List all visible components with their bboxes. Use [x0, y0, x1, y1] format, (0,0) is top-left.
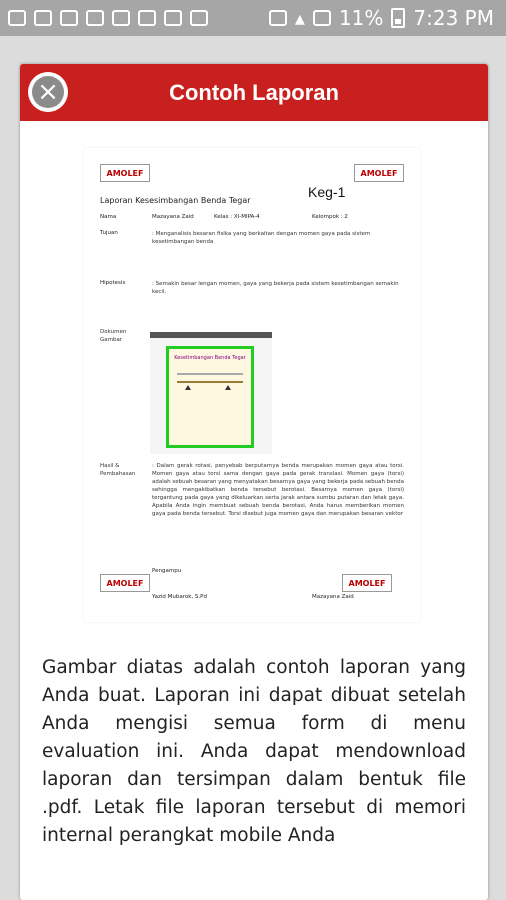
youtube-icon	[86, 10, 104, 26]
report-name-label: Nama	[100, 214, 117, 220]
report-kelompok: Kelompok : 2	[312, 214, 348, 220]
report-tujuan-label: Tujuan	[100, 230, 118, 236]
report-dokumen-label: Dokumen Gambar	[100, 329, 127, 343]
report-hipotesis-label: Hipotesis	[100, 280, 126, 286]
network-icon	[313, 10, 331, 26]
simulation-screenshot	[166, 346, 254, 448]
report-tujuan-text: : Menganalisis besaran fisika yang berkaitan dengan momen gaya pada sistem kesetimbangan benda	[152, 231, 371, 245]
signal-icon: ▴	[294, 6, 305, 30]
report-logo-bottom-left: AMOLEF	[100, 574, 150, 592]
report-logo-right: AMOLEF	[354, 164, 404, 182]
report-document-image	[150, 332, 272, 454]
report-title: Laporan Kesesimbangan Benda Tegar	[100, 196, 251, 205]
report-keg: Keg-1	[308, 184, 346, 200]
battery-percent: 11%	[338, 6, 384, 30]
image-title: Kesetimbangan Benda Tegar	[174, 355, 246, 361]
dialog-description: Gambar diatas adalah contoh laporan yang Anda buat. Laporan ini dapat dibuat setelah Anda mengisi semua form di menu evaluation ini. Anda dapat mendownload laporan dan tersimpan dalam bentuk file .pdf. Letak file laporan tersebut di memori internal perangkat mobile Anda	[42, 657, 466, 846]
notification-icon	[8, 10, 26, 26]
notification-icon	[190, 10, 208, 26]
notification-icon	[34, 10, 52, 26]
sim-icon	[269, 10, 287, 26]
pivot-icon	[185, 385, 191, 390]
report-hasil-label: Hasil & Pembahasan	[100, 463, 136, 477]
close-icon: ×	[32, 76, 64, 108]
close-button[interactable]	[28, 72, 68, 112]
report-kelas: Kelas : XI-MIPA-4	[214, 214, 260, 220]
dialog-header	[20, 64, 488, 121]
notification-icon	[60, 10, 78, 26]
report-pengampu-label: Pengampu	[152, 568, 182, 574]
report-logo-bottom-right: AMOLEF	[342, 574, 392, 592]
notification-icon	[112, 10, 130, 26]
report-preview-image	[84, 148, 420, 622]
report-hipotesis-text: : Semakin besar lengan momen, gaya yang bekerja pada sistem kesetimbangan semakin kecil.	[152, 281, 399, 295]
report-name-value: Mazayana Zaid	[152, 214, 194, 220]
battery-icon	[391, 8, 405, 28]
notification-icon	[164, 10, 182, 26]
clock: 7:23 PM	[413, 6, 494, 30]
report-pengampu-name: Yazid Mubarok, S.Pd	[152, 594, 207, 600]
dialog-title: Contoh Laporan	[169, 79, 339, 105]
report-hasil-text: : Dalam gerak rotasi, penyebab berputarnya benda merupakan momen gaya atau torsi. Momen gaya atau torsi sama dengan gaya pada gerak translasi. Momen gaya (torsi) adalah sebuah besaran yang menyatakan besarnya gaya yang bekerja pada sebuah benda sehingga mengakibatkan benda tersebut berotasi. Besarnya momen gaya (torsi) tergantung pada gaya yang dikeluarkan serta jarak antara sumbu putaran dan letak gaya. Apabila Anda ingin membuat sebuah benda berotasi, Anda harus memberikan momen gaya pada benda tersebut. Torsi disebut juga momen gaya dan merupakan besaran vektor	[152, 463, 404, 517]
dialog-card	[20, 64, 488, 900]
report-student-name: Mazayana Zaid	[312, 594, 354, 600]
report-logo-left: AMOLEF	[100, 164, 150, 182]
pivot-icon	[225, 385, 231, 390]
status-bar	[0, 0, 506, 36]
image-icon	[138, 10, 156, 26]
